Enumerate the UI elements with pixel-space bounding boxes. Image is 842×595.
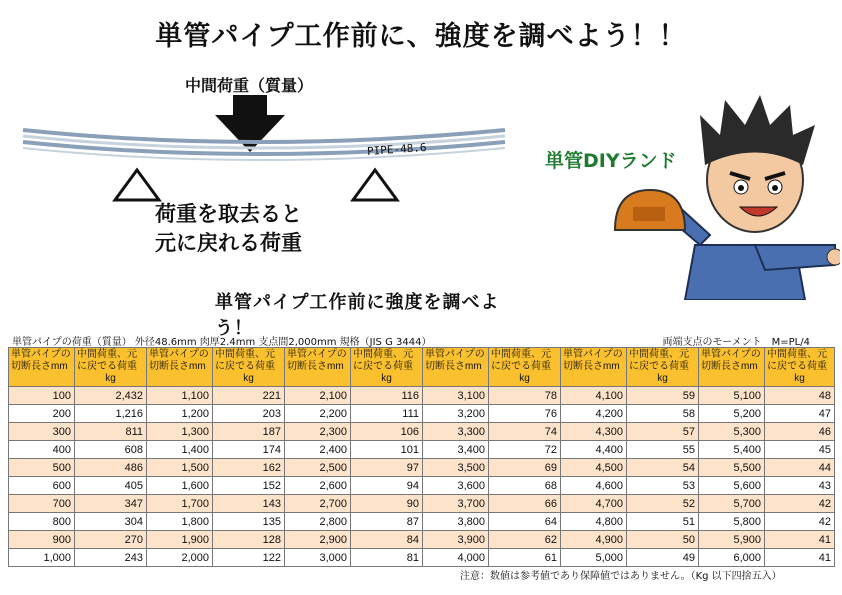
cell-length: 1,100 xyxy=(147,387,213,405)
cell-load: 135 xyxy=(213,513,285,531)
header-load-label: 中間荷重、元に戻でる荷重 xyxy=(491,349,551,372)
cell-length: 2,700 xyxy=(285,495,351,513)
table-row xyxy=(9,387,835,405)
cell-length: 2,400 xyxy=(285,441,351,459)
cell-length: 2,100 xyxy=(285,387,351,405)
cell-load: 49 xyxy=(627,549,699,567)
header-length: 単管パイプの切断長さmm xyxy=(699,348,765,387)
table-row xyxy=(9,477,835,495)
cell-load: 97 xyxy=(351,459,423,477)
cell-load: 45 xyxy=(765,441,835,459)
cell-load: 87 xyxy=(351,513,423,531)
cell-length: 2,000 xyxy=(147,549,213,567)
cell-load: 486 xyxy=(75,459,147,477)
cell-load: 41 xyxy=(765,549,835,567)
cell-length: 1,900 xyxy=(147,531,213,549)
cell-length: 200 xyxy=(9,405,75,423)
cell-length: 5,600 xyxy=(699,477,765,495)
cell-load: 106 xyxy=(351,423,423,441)
cell-length: 4,000 xyxy=(423,549,489,567)
cell-length: 1,300 xyxy=(147,423,213,441)
cell-length: 3,200 xyxy=(423,405,489,423)
table-body xyxy=(9,387,835,567)
cell-load: 304 xyxy=(75,513,147,531)
cell-load: 54 xyxy=(627,459,699,477)
cell-load: 116 xyxy=(351,387,423,405)
cell-length: 3,000 xyxy=(285,549,351,567)
cell-load: 69 xyxy=(489,459,561,477)
header-load-label: 中間荷重、元に戻でる荷重 xyxy=(353,349,413,372)
cell-length: 3,600 xyxy=(423,477,489,495)
header-load-label: 中間荷重、元に戻でる荷重 xyxy=(767,349,827,372)
cell-length: 1,000 xyxy=(9,549,75,567)
cell-load: 174 xyxy=(213,441,285,459)
cell-length: 100 xyxy=(9,387,75,405)
table-row xyxy=(9,423,835,441)
header-length: 単管パイプの切断長さmm xyxy=(561,348,627,387)
cell-load: 57 xyxy=(627,423,699,441)
header-load xyxy=(489,348,561,387)
cell-length: 4,700 xyxy=(561,495,627,513)
section-subtitle: 単管パイプ工作前に強度を調べよう！ xyxy=(215,292,500,339)
cell-length: 2,300 xyxy=(285,423,351,441)
cell-load: 162 xyxy=(213,459,285,477)
cell-load: 152 xyxy=(213,477,285,495)
cell-load: 74 xyxy=(489,423,561,441)
cell-length: 1,200 xyxy=(147,405,213,423)
cell-load: 78 xyxy=(489,387,561,405)
cell-length: 2,200 xyxy=(285,405,351,423)
cell-load: 122 xyxy=(213,549,285,567)
cell-length: 3,100 xyxy=(423,387,489,405)
cell-length: 5,300 xyxy=(699,423,765,441)
table-row xyxy=(9,441,835,459)
cell-load: 2,432 xyxy=(75,387,147,405)
table-row xyxy=(9,531,835,549)
cell-length: 800 xyxy=(9,513,75,531)
diagram-caption-line2: 元に戻れる荷重 xyxy=(155,231,302,255)
page-title: 単管パイプ工作前に、強度を調べよう！！ xyxy=(155,21,687,52)
table-header-row xyxy=(9,348,835,387)
header-load xyxy=(765,348,835,387)
cell-length: 4,200 xyxy=(561,405,627,423)
cell-length: 1,800 xyxy=(147,513,213,531)
cell-length: 300 xyxy=(9,423,75,441)
cell-length: 4,600 xyxy=(561,477,627,495)
cell-length: 400 xyxy=(9,441,75,459)
cell-length: 4,100 xyxy=(561,387,627,405)
load-diagram xyxy=(15,60,515,339)
cell-length: 3,700 xyxy=(423,495,489,513)
cell-length: 6,000 xyxy=(699,549,765,567)
cell-length: 4,800 xyxy=(561,513,627,531)
header-length: 単管パイプの切断長さmm xyxy=(285,348,351,387)
cell-load: 62 xyxy=(489,531,561,549)
header-load xyxy=(627,348,699,387)
cell-load: 101 xyxy=(351,441,423,459)
cell-load: 68 xyxy=(489,477,561,495)
header-load-label: 中間荷重、元に戻でる荷重 xyxy=(629,349,689,372)
cell-length: 4,300 xyxy=(561,423,627,441)
cell-length: 2,900 xyxy=(285,531,351,549)
header-length: 単管パイプの切断長さmm xyxy=(9,348,75,387)
cell-length: 2,500 xyxy=(285,459,351,477)
cell-length: 1,600 xyxy=(147,477,213,495)
header-length: 単管パイプの切断長さmm xyxy=(147,348,213,387)
cell-load: 64 xyxy=(489,513,561,531)
moment-formula: 両端支点のモーメント M=PL/4 xyxy=(662,337,810,348)
cell-length: 600 xyxy=(9,477,75,495)
cell-length: 3,300 xyxy=(423,423,489,441)
cell-load: 51 xyxy=(627,513,699,531)
cell-load: 46 xyxy=(765,423,835,441)
header-unit: kg xyxy=(381,373,392,384)
cell-length: 1,500 xyxy=(147,459,213,477)
brand-name: 単管DIYランド xyxy=(545,150,677,172)
pipe-size-label: PIPE-48.6 xyxy=(366,140,427,159)
table-row xyxy=(9,513,835,531)
header-load-label: 中間荷重、元に戻でる荷重 xyxy=(77,349,137,372)
load-table-section xyxy=(8,333,834,567)
cell-length: 4,400 xyxy=(561,441,627,459)
cell-length: 5,700 xyxy=(699,495,765,513)
cell-load: 347 xyxy=(75,495,147,513)
cell-load: 221 xyxy=(213,387,285,405)
cell-load: 55 xyxy=(627,441,699,459)
table-caption: 単管パイプの荷重（質量） 外径48.6mm 肉厚2.4mm 支点間2,000mm 規格（JIS G 3444） xyxy=(12,337,432,348)
cell-load: 42 xyxy=(765,513,835,531)
cell-length: 4,900 xyxy=(561,531,627,549)
cell-load: 243 xyxy=(75,549,147,567)
cell-length: 4,500 xyxy=(561,459,627,477)
header-load xyxy=(351,348,423,387)
header-unit: kg xyxy=(794,373,805,384)
cell-load: 76 xyxy=(489,405,561,423)
header-load xyxy=(213,348,285,387)
header-load xyxy=(75,348,147,387)
cell-load: 43 xyxy=(765,477,835,495)
load-label: 中間荷重（質量） xyxy=(185,76,314,95)
cell-length: 5,000 xyxy=(561,549,627,567)
cell-load: 53 xyxy=(627,477,699,495)
cell-load: 41 xyxy=(765,531,835,549)
diagram-caption xyxy=(155,200,302,258)
cell-length: 2,600 xyxy=(285,477,351,495)
cell-length: 5,500 xyxy=(699,459,765,477)
support-triangle-right xyxy=(353,170,397,200)
cell-load: 47 xyxy=(765,405,835,423)
cell-length: 1,700 xyxy=(147,495,213,513)
cell-length: 5,900 xyxy=(699,531,765,549)
cell-load: 94 xyxy=(351,477,423,495)
cell-load: 187 xyxy=(213,423,285,441)
cell-load: 52 xyxy=(627,495,699,513)
cell-length: 3,800 xyxy=(423,513,489,531)
cell-load: 143 xyxy=(213,495,285,513)
header-unit: kg xyxy=(519,373,530,384)
cell-load: 50 xyxy=(627,531,699,549)
cell-length: 700 xyxy=(9,495,75,513)
cell-load: 608 xyxy=(75,441,147,459)
cell-load: 48 xyxy=(765,387,835,405)
cell-length: 3,900 xyxy=(423,531,489,549)
cell-load: 84 xyxy=(351,531,423,549)
cell-length: 3,400 xyxy=(423,441,489,459)
support-triangle-left xyxy=(115,170,159,200)
cell-load: 90 xyxy=(351,495,423,513)
load-table xyxy=(8,347,835,567)
cell-load: 72 xyxy=(489,441,561,459)
cell-load: 111 xyxy=(351,405,423,423)
cell-length: 5,100 xyxy=(699,387,765,405)
cell-length: 5,400 xyxy=(699,441,765,459)
table-row xyxy=(9,459,835,477)
cell-load: 66 xyxy=(489,495,561,513)
cell-load: 59 xyxy=(627,387,699,405)
diagram-caption-line1: 荷重を取去ると xyxy=(155,202,302,226)
cell-load: 61 xyxy=(489,549,561,567)
cell-length: 500 xyxy=(9,459,75,477)
header-length: 単管パイプの切断長さmm xyxy=(423,348,489,387)
table-caption-row xyxy=(8,333,834,347)
cell-load: 58 xyxy=(627,405,699,423)
cell-load: 203 xyxy=(213,405,285,423)
header-unit: kg xyxy=(657,373,668,384)
mascot-illustration xyxy=(605,95,840,300)
cell-load: 270 xyxy=(75,531,147,549)
cell-load: 811 xyxy=(75,423,147,441)
cell-length: 5,800 xyxy=(699,513,765,531)
cell-load: 44 xyxy=(765,459,835,477)
cell-length: 900 xyxy=(9,531,75,549)
cell-load: 405 xyxy=(75,477,147,495)
cell-length: 1,400 xyxy=(147,441,213,459)
cell-load: 1,216 xyxy=(75,405,147,423)
cell-load: 128 xyxy=(213,531,285,549)
table-row xyxy=(9,495,835,513)
cell-length: 3,500 xyxy=(423,459,489,477)
header-unit: kg xyxy=(105,373,116,384)
cell-length: 5,200 xyxy=(699,405,765,423)
header-unit: kg xyxy=(243,373,254,384)
cell-load: 81 xyxy=(351,549,423,567)
cell-length: 2,800 xyxy=(285,513,351,531)
table-row xyxy=(9,405,835,423)
table-footnote: 注意：数値は参考値であり保障値ではありません。（Kg 以下四捨五入） xyxy=(460,571,782,582)
header-load-label: 中間荷重、元に戻でる荷重 xyxy=(215,349,275,372)
table-row xyxy=(9,549,835,567)
cell-load: 42 xyxy=(765,495,835,513)
